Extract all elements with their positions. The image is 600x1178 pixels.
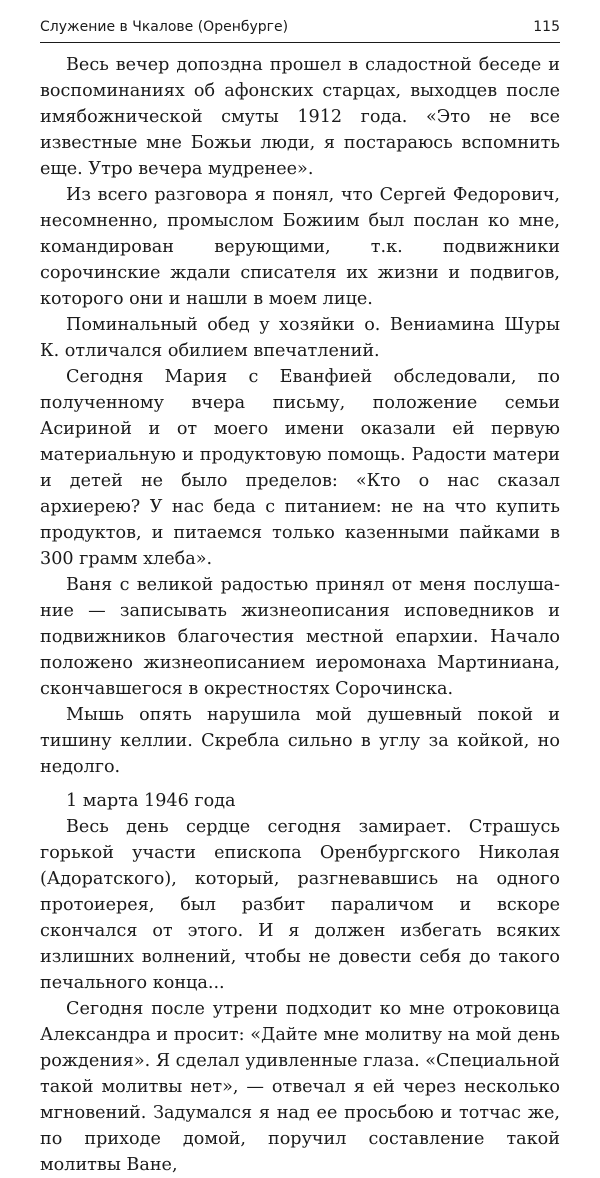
paragraph: Весь день сердце сегодня замирает. Страшусь горькой участи епископа Оренбургского Николая (Адоратского), который, разгневавшись на одного протоиерея, был разбит параличом и вскоре скончался от этого. И я должен избегать всяких излишних волнений, чтобы не довести себя до такого печального конца... [40,817,560,993]
date-heading: 1 марта 1946 года [66,791,236,811]
paragraph: Мышь опять нарушила мой душевный покой и тишину келлии. Скребла сильно в углу за койкой, но недолго. [40,705,560,777]
paragraph: Сегодня после утрени подходит ко мне отроковица Александра и просит: «Дайте мне молитву на мой день рождения». Я сделал удивленные глаза. «Специальной такой молитвы нет», — отвечал я ей через несколько мгновений. Задумался я над ее просьбою и тотчас же, по приходе домой, поручил составление такой молитвы Ване, [40,999,560,1175]
page-number: 115 [533,19,560,35]
running-head-title: Служение в Чкалове (Оренбурге) [40,19,289,35]
running-header [40,16,560,43]
page-body [40,52,560,1175]
paragraph: Сегодня Мария с Еванфией обследовали, по полученному вчера письму, положение семьи Асириной и от моего имени оказали ей первую материальную и продуктовую помощь. Радости матери и детей не было пределов: «Кто о нас сказал архиерею? У нас беда с питанием: не на что купить продуктов, и питаемся только казенными пайками в 300 грамм хлеба». [40,367,560,569]
paragraph: Поминальный обед у хозяйки о. Вениамина Шуры К. отличался обилием впечатлений. [40,315,560,361]
paragraph: Ваня с великой радостью принял от меня послушание — записывать жизнеописания исповедников и подвижников благочестия местной епархии. Начало положено жизнеописанием иеромонаха Мартиниана, скончавшегося в окрестностях Сорочинска. [40,575,560,699]
paragraph: Из всего разговора я понял, что Сергей Федорович, несомненно, промыслом Божиим был послан ко мне, командирован верующими, т.к. подвижники сорочинские ждали списателя их жизни и подвигов, которого они и нашли в моем лице. [40,185,560,309]
paragraph: Весь вечер допоздна прошел в сладостной беседе и воспоминаниях об афонских старцах, выходцев после имябожнической смуты 1912 года. «Это не все известные мне Божьи люди, я постараюсь вспомнить еще. Утро вечера мудренее». [40,55,560,179]
